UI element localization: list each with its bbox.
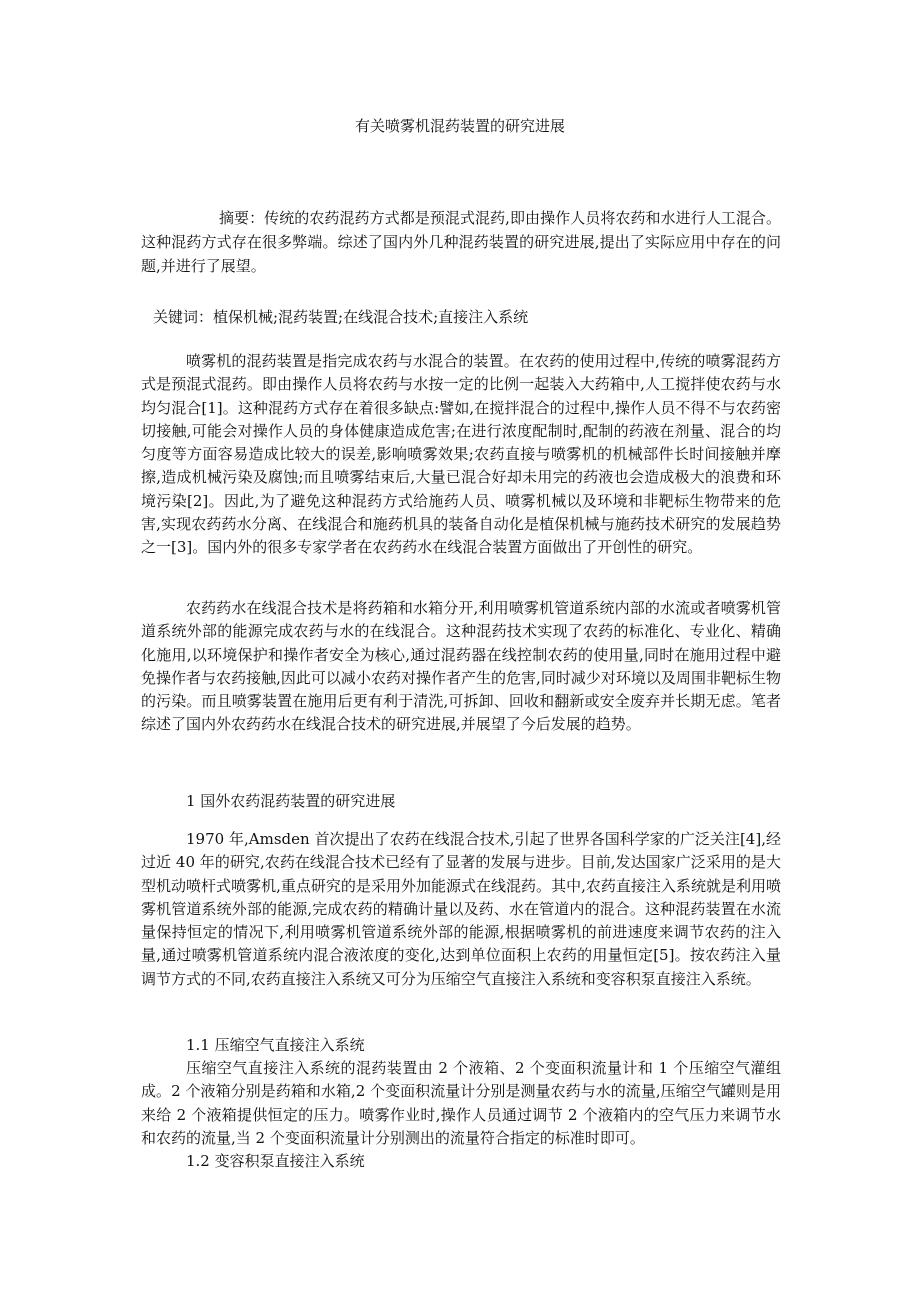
subsection-heading-1-1: 1.1 压缩空气直接注入系统 bbox=[186, 1036, 365, 1054]
section-heading-1: 1 国外农药混药装置的研究进展 bbox=[186, 792, 396, 810]
body-paragraph-3: 1970 年,Amsden 首次提出了农药在线混合技术,引起了世界各国科学家的广泛关注[4],经过近 40 年的研究,农药在线混合技术已经有了显著的发展与进步。目前,发达国家广泛采用的是大型机动喷杆式喷雾机,重点研究的是采用外加能源式在线混药。其中,农药直接注入系统就是利用喷雾机管道系统外部的能源,完成农药的精确计量以及药、水在管道内的混合。这种混药装置在水流量保持恒定的情况下,利用喷雾机管道系统外部的能源,根据喷雾机的前进速度来调节农药的注入量,通过喷雾机管道系统内混合液浓度的变化,达到单位面积上农药的用量恒定[5]。按农药注入量调节方式的不同,农药直接注入系统又可分为压缩空气直接注入系统和变容积泵直接注入系统。 bbox=[141, 830, 781, 988]
keywords-line: 关键词：植保机械;混药装置;在线混合技术;直接注入系统 bbox=[153, 308, 529, 326]
subsection-heading-1-2: 1.2 变容积泵直接注入系统 bbox=[186, 1152, 365, 1170]
body-paragraph-1: 喷雾机的混药装置是指完成农药与水混合的装置。在农药的使用过程中,传统的喷雾混药方式是预混式混药。即由操作人员将农药与水按一定的比例一起装入大药箱中,人工搅拌使农药与水均匀混合[1]。这种混药方式存在着很多缺点:譬如,在搅拌混合的过程中,操作人员不得不与农药密切接触,可能会对操作人员的身体健康造成危害;在进行浓度配制时,配制的药液在剂量、混合的均匀度等方面容易造成比较大的误差,影响喷雾效果;农药直接与喷雾机的机械部件长时间接触并摩擦,造成机械污染及腐蚀;而且喷雾结束后,大量已混合好却未用完的药液也会造成极大的浪费和环境污染[2]。因此,为了避免这种混药方式给施药人员、喷雾机械以及环境和非靶标生物带来的危害,实现农药药水分离、在线混合和施药机具的装备自动化是植保机械与施药技术研究的发展趋势之一[3]。国内外的很多专家学者在农药药水在线混合装置方面做出了开创性的研究。 bbox=[141, 352, 781, 557]
body-paragraph-4: 压缩空气直接注入系统的混药装置由 2 个液箱、2 个变面积流量计和 1 个压缩空气灌组成。2 个液箱分别是药箱和水箱,2 个变面积流量计分别是测量农药与水的流量,压缩空气罐则是用来给 2 个液箱提供恒定的压力。喷雾作业时,操作人员通过调节 2 个液箱内的空气压力来调节水和农药的流量,当 2 个变面积流量计分别测出的流量符合指定的标准时即可。 bbox=[141, 1059, 781, 1147]
abstract-paragraph: 摘要：传统的农药混药方式都是预混式混药,即由操作人员将农药和水进行人工混合。这种混药方式存在很多弊端。综述了国内外几种混药装置的研究进展,提出了实际应用中存在的问题,并进行了展望。 bbox=[141, 209, 781, 275]
document-title: 有关喷雾机混药装置的研究进展 bbox=[354, 117, 565, 135]
body-paragraph-2: 农药药水在线混合技术是将药箱和水箱分开,利用喷雾机管道系统内部的水流或者喷雾机管道系统外部的能源完成农药与水的在线混合。这种混药技术实现了农药的标准化、专业化、精确化施用,以环境保护和操作者安全为核心,通过混药器在线控制农药的使用量,同时在施用过程中避免操作者与农药接触,因此可以减小农药对操作者产生的危害,同时减少对环境以及周围非靶标生物的污染。而且喷雾装置在施用后更有利于清洗,可拆卸、回收和翻新或安全废弃并长期无虑。笔者综述了国内外农药药水在线混合技术的研究进展,并展望了今后发展的趋势。 bbox=[141, 599, 781, 734]
